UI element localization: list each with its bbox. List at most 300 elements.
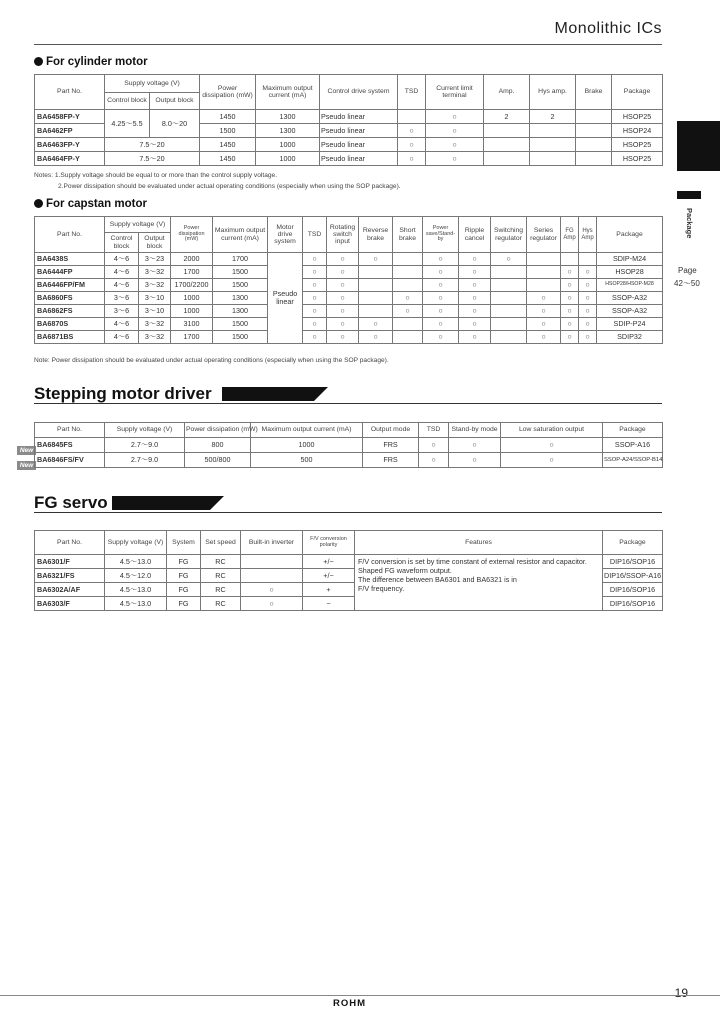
col-brake: Brake xyxy=(576,75,612,110)
col-part: Part No. xyxy=(35,531,105,555)
cell xyxy=(530,152,576,166)
cell: 4.5～13.0 xyxy=(105,597,167,611)
capstan-note: Note: Power dissipation should be evaluated under actual operating conditions (especially when using the SOP package). xyxy=(34,357,389,364)
cell xyxy=(359,279,393,292)
cell xyxy=(527,279,561,292)
col-system: Motor drive system xyxy=(268,217,303,253)
cell xyxy=(491,266,527,279)
cell xyxy=(527,253,561,266)
cell xyxy=(576,152,612,166)
col-features: Features xyxy=(355,531,603,555)
cell: ○ xyxy=(327,331,359,344)
col-output: Output block xyxy=(150,93,200,110)
cell: ○ xyxy=(527,331,561,344)
side-page-range: 42～50 xyxy=(674,279,700,288)
cell: − xyxy=(303,597,355,611)
cell: + xyxy=(303,583,355,597)
cell: ○ xyxy=(579,331,597,344)
cell: 500/800 xyxy=(185,453,251,468)
cell: 2000 xyxy=(171,253,213,266)
cell: ○ xyxy=(327,292,359,305)
col-mode: Output mode xyxy=(363,423,419,438)
cell: ○ xyxy=(561,292,579,305)
col-control: Control block xyxy=(105,233,139,253)
cell: DIP16/SOP16 xyxy=(603,597,663,611)
part-number: BA6463FP-Y xyxy=(35,138,105,152)
cell xyxy=(398,110,426,124)
cell xyxy=(491,305,527,318)
cell xyxy=(359,305,393,318)
table-row xyxy=(35,279,663,292)
cell: HSOP24 xyxy=(612,124,663,138)
cell: ○ xyxy=(459,305,491,318)
cylinder-note-1: Notes: 1.Supply voltage should be equal to or more than the control supply voltage. xyxy=(34,172,278,179)
cell: HSOP25 xyxy=(612,138,663,152)
cell: 1300 xyxy=(256,124,320,138)
cell xyxy=(393,253,423,266)
col-package: Package xyxy=(612,75,663,110)
part-number: BA6862FS xyxy=(35,305,105,318)
table-row xyxy=(35,555,663,569)
cell: 1700 xyxy=(171,331,213,344)
cell xyxy=(576,138,612,152)
page-number: 19 xyxy=(674,986,688,1000)
col-speed: Set speed xyxy=(201,531,241,555)
cell: 4～6 xyxy=(105,318,139,331)
cell: ○ xyxy=(579,305,597,318)
cell: 1450 xyxy=(200,110,256,124)
cell: 7.5～20 xyxy=(105,138,200,152)
cell: ○ xyxy=(327,253,359,266)
col-current: Maximum output current (mA) xyxy=(251,423,363,438)
cell: ○ xyxy=(459,318,491,331)
cell: ○ xyxy=(398,152,426,166)
cell xyxy=(576,110,612,124)
cell: 1500 xyxy=(213,266,268,279)
col-control: Control block xyxy=(105,93,150,110)
fg-table xyxy=(34,530,663,611)
cell: ○ xyxy=(327,305,359,318)
part-number: BA6870S xyxy=(35,318,105,331)
part-number: BA6446FP/FM xyxy=(35,279,105,292)
col-tsd: TSD xyxy=(303,217,327,253)
new-badge: New xyxy=(17,461,36,470)
cell xyxy=(359,266,393,279)
feature-line: F/V frequency. xyxy=(358,584,405,593)
cell: ○ xyxy=(426,110,484,124)
cell: ○ xyxy=(527,305,561,318)
cell: SSOP-A32 xyxy=(597,305,663,318)
cell: 1700 xyxy=(171,266,213,279)
cell xyxy=(241,555,303,569)
cell: SSOP-A16 xyxy=(603,438,663,453)
col-hys: Hys amp. xyxy=(530,75,576,110)
table-row xyxy=(35,152,663,166)
cell: 1500 xyxy=(213,318,268,331)
page-title: Monolithic ICs xyxy=(554,20,662,37)
col-part: Part No. xyxy=(35,75,105,110)
col-standby: Stand-by mode xyxy=(449,423,501,438)
table-row xyxy=(35,331,663,344)
cylinder-section-title xyxy=(34,56,148,68)
cell: 1300 xyxy=(213,292,268,305)
part-number: BA6860FS xyxy=(35,292,105,305)
col-package: Package xyxy=(597,217,663,253)
cell: +/− xyxy=(303,555,355,569)
cell: ○ xyxy=(459,253,491,266)
cell: DIP16/SOP16 xyxy=(603,583,663,597)
cell: 3～32 xyxy=(139,318,171,331)
cell xyxy=(576,124,612,138)
cell: ○ xyxy=(303,253,327,266)
col-series: Series regulator xyxy=(527,217,561,253)
table-row xyxy=(35,292,663,305)
cell: FG xyxy=(167,569,201,583)
cell: 3～32 xyxy=(139,331,171,344)
cell xyxy=(241,569,303,583)
cell: ○ xyxy=(303,318,327,331)
cell: ○ xyxy=(393,292,423,305)
header-rule xyxy=(34,44,662,45)
cell: SSOP-A24/SSOP-B14 xyxy=(603,453,663,468)
cell: ○ xyxy=(423,253,459,266)
cell: ○ xyxy=(579,279,597,292)
cell: 1500 xyxy=(213,279,268,292)
cell: ○ xyxy=(527,318,561,331)
cell: 3～32 xyxy=(139,266,171,279)
col-inverter: Built-in inverter xyxy=(241,531,303,555)
cell: ○ xyxy=(426,152,484,166)
cell: ○ xyxy=(449,453,501,468)
cell xyxy=(530,124,576,138)
cell: 500 xyxy=(251,453,363,468)
cell: SSOP-A32 xyxy=(597,292,663,305)
side-package-label: Package xyxy=(685,208,694,239)
cell: ○ xyxy=(419,453,449,468)
cell xyxy=(561,253,579,266)
cell: 1000 xyxy=(251,438,363,453)
cell: ○ xyxy=(423,292,459,305)
cell: ○ xyxy=(459,331,491,344)
col-switching: Switching regulator xyxy=(491,217,527,253)
cell: ○ xyxy=(423,266,459,279)
cell: ○ xyxy=(426,138,484,152)
cell: 4～6 xyxy=(105,279,139,292)
cell: RC xyxy=(201,597,241,611)
side-page-label: Page xyxy=(678,266,697,275)
cell: DIP16/SSOP-A16 xyxy=(603,569,663,583)
cell: ○ xyxy=(398,138,426,152)
cell xyxy=(527,266,561,279)
cylinder-table xyxy=(34,74,663,166)
cell: 3～23 xyxy=(139,253,171,266)
table-row xyxy=(35,318,663,331)
cell: FG xyxy=(167,583,201,597)
cell: SDIP-M24 xyxy=(597,253,663,266)
feature-line: The difference between BA6301 and BA6321 is in xyxy=(358,575,517,584)
cylinder-title-text: For cylinder motor xyxy=(46,56,148,68)
cell xyxy=(484,124,530,138)
cell: ○ xyxy=(579,292,597,305)
cell: ○ xyxy=(241,597,303,611)
cell xyxy=(491,318,527,331)
cell: DIP16/SOP16 xyxy=(603,555,663,569)
cell: SDIP32 xyxy=(597,331,663,344)
table-row xyxy=(35,266,663,279)
cell: 4.5～13.0 xyxy=(105,555,167,569)
side-index-marker xyxy=(677,191,701,199)
cell: ○ xyxy=(303,331,327,344)
cell: FRS xyxy=(363,438,419,453)
cell: HSOP25 xyxy=(612,110,663,124)
cell xyxy=(484,138,530,152)
table-row xyxy=(35,110,663,124)
cell: ○ xyxy=(561,331,579,344)
col-supply: Supply voltage (V) xyxy=(105,423,185,438)
cell: RC xyxy=(201,555,241,569)
cell xyxy=(393,279,423,292)
cell: ○ xyxy=(359,331,393,344)
cell: 2.7～9.0 xyxy=(105,453,185,468)
col-part: Part No. xyxy=(35,423,105,438)
col-fg: FG Amp xyxy=(561,217,579,253)
table-row xyxy=(35,138,663,152)
cell: ○ xyxy=(579,266,597,279)
cell: ○ xyxy=(327,318,359,331)
bullet-icon xyxy=(34,199,43,208)
cell: 1300 xyxy=(256,110,320,124)
part-number: BA6458FP-Y xyxy=(35,110,105,124)
cell: 1000 xyxy=(171,305,213,318)
cell xyxy=(393,331,423,344)
cell: RC xyxy=(201,569,241,583)
side-index-tab xyxy=(677,121,720,171)
cell: 4～6 xyxy=(105,266,139,279)
cell: ○ xyxy=(327,266,359,279)
col-package: Package xyxy=(603,531,663,555)
cell: ○ xyxy=(561,305,579,318)
brand-logo: ROHM xyxy=(333,998,367,1009)
cell: Pseudo linear xyxy=(320,124,398,138)
stepping-section-title: Stepping motor driver xyxy=(34,384,212,403)
cell: ○ xyxy=(303,305,327,318)
cell: RC xyxy=(201,583,241,597)
cell: 3～10 xyxy=(139,305,171,318)
part-number: BA6871BS xyxy=(35,331,105,344)
cell: 1700 xyxy=(213,253,268,266)
col-power: Power dissipation (mW) xyxy=(200,75,256,110)
cell: 4～6 xyxy=(105,253,139,266)
cell xyxy=(393,318,423,331)
cell: ○ xyxy=(359,253,393,266)
cell: 3100 xyxy=(171,318,213,331)
col-supply: Supply voltage (V) xyxy=(105,217,171,233)
col-rotating: Rotating switch input xyxy=(327,217,359,253)
cell: ○ xyxy=(423,279,459,292)
cell: Pseudo linear xyxy=(320,152,398,166)
col-output: Output block xyxy=(139,233,171,253)
cell: ○ xyxy=(393,305,423,318)
cell: 1500 xyxy=(213,331,268,344)
cell: ○ xyxy=(241,583,303,597)
cell: 7.5～20 xyxy=(105,152,200,166)
cell: 4～6 xyxy=(105,331,139,344)
stepping-table xyxy=(34,422,663,468)
col-control-system: Control drive system xyxy=(320,75,398,110)
cell: ○ xyxy=(501,453,603,468)
cell: 3～32 xyxy=(139,279,171,292)
new-badge: New xyxy=(17,446,36,455)
part-number: BA6845FS xyxy=(35,438,105,453)
part-number: BA6846FS/FV xyxy=(35,453,105,468)
col-supply: Supply voltage (V) xyxy=(105,75,200,93)
motor-drive-system: Pseudo linear xyxy=(268,253,303,344)
feature-line: F/V conversion is set by time constant of external resistor and capacitor. xyxy=(358,557,587,566)
cell: 1300 xyxy=(213,305,268,318)
col-current: Maximum output current (mA) xyxy=(213,217,268,253)
cell: ○ xyxy=(561,318,579,331)
cell: ○ xyxy=(459,279,491,292)
col-tsd: TSD xyxy=(419,423,449,438)
col-polarity: F/V conversion polarity xyxy=(303,531,355,555)
cell xyxy=(359,292,393,305)
cell: ○ xyxy=(449,438,501,453)
capstan-section-title xyxy=(34,198,147,210)
cell: 4.5～12.0 xyxy=(105,569,167,583)
col-ripple: Ripple cancel xyxy=(459,217,491,253)
cell: FRS xyxy=(363,453,419,468)
cell: 4.25～5.5 xyxy=(105,110,150,138)
part-number: BA6462FP xyxy=(35,124,105,138)
col-supply: Supply voltage (V) xyxy=(105,531,167,555)
table-row xyxy=(35,438,663,453)
features-cell xyxy=(355,555,603,611)
cell xyxy=(484,152,530,166)
cell: ○ xyxy=(459,266,491,279)
cell: ○ xyxy=(398,124,426,138)
fg-section-title: FG servo xyxy=(34,493,108,512)
cell: ○ xyxy=(423,305,459,318)
footer-rule xyxy=(0,995,720,996)
cell: 3～6 xyxy=(105,305,139,318)
cell: 4.5～13.0 xyxy=(105,583,167,597)
cell: ○ xyxy=(561,266,579,279)
col-amp: Amp. xyxy=(484,75,530,110)
cell: ○ xyxy=(491,253,527,266)
cell: ○ xyxy=(303,279,327,292)
feature-line: Shaped FG waveform output. xyxy=(358,566,452,575)
cell: ○ xyxy=(419,438,449,453)
col-short: Short brake xyxy=(393,217,423,253)
cell: 1450 xyxy=(200,138,256,152)
col-part: Part No. xyxy=(35,217,105,253)
cell: ○ xyxy=(327,279,359,292)
cell: 2.7～9.0 xyxy=(105,438,185,453)
capstan-title-text: For capstan motor xyxy=(46,198,147,210)
cell xyxy=(393,266,423,279)
cylinder-note-2: 2.Power dissipation should be evaluated under actual operating conditions (especially when using the SOP package). xyxy=(58,183,401,190)
part-number: BA6301/F xyxy=(35,555,105,569)
part-number: BA6302A/AF xyxy=(35,583,105,597)
table-row xyxy=(35,305,663,318)
part-number: BA6444FP xyxy=(35,266,105,279)
cell xyxy=(491,292,527,305)
cell: 2 xyxy=(484,110,530,124)
col-reverse: Reverse brake xyxy=(359,217,393,253)
cell: 1450 xyxy=(200,152,256,166)
table-row xyxy=(35,253,663,266)
cell: ○ xyxy=(459,292,491,305)
cell: 1500 xyxy=(200,124,256,138)
cell: 1700/2200 xyxy=(171,279,213,292)
col-current-limit: Current limit terminal xyxy=(426,75,484,110)
bullet-icon xyxy=(34,57,43,66)
section-title-bar xyxy=(112,496,210,510)
cell: SDIP-P24 xyxy=(597,318,663,331)
section-title-bar xyxy=(222,387,314,401)
cell: ○ xyxy=(359,318,393,331)
cell: ○ xyxy=(561,279,579,292)
col-package: Package xyxy=(603,423,663,438)
cell: HSOP25 xyxy=(612,152,663,166)
cell: 3～6 xyxy=(105,292,139,305)
cell: 800 xyxy=(185,438,251,453)
section-rule xyxy=(34,512,662,513)
cell: 8.0～20 xyxy=(150,110,200,138)
part-number: BA6438S xyxy=(35,253,105,266)
col-system: System xyxy=(167,531,201,555)
cell: HSOP28 xyxy=(597,266,663,279)
cell: ○ xyxy=(423,318,459,331)
cell: +/− xyxy=(303,569,355,583)
col-power: Power dissipation (mW) xyxy=(171,217,213,253)
cell: ○ xyxy=(423,331,459,344)
cell: ○ xyxy=(579,318,597,331)
capstan-table xyxy=(34,216,663,344)
cell: Pseudo linear xyxy=(320,110,398,124)
part-number: BA6321/FS xyxy=(35,569,105,583)
section-rule xyxy=(34,403,662,404)
cell: ○ xyxy=(303,266,327,279)
cell: ○ xyxy=(527,292,561,305)
col-current: Maximum output current (mA) xyxy=(256,75,320,110)
table-row xyxy=(35,453,663,468)
cell: 1000 xyxy=(256,138,320,152)
col-hys: Hys Amp xyxy=(579,217,597,253)
cell: 1000 xyxy=(171,292,213,305)
cell: HSOP28/HSOP-M28 xyxy=(597,279,663,292)
col-power-save: Power save/Stand-by xyxy=(423,217,459,253)
cell: FG xyxy=(167,555,201,569)
col-power: Power dissipation (mW) xyxy=(185,423,251,438)
cell xyxy=(579,253,597,266)
cell xyxy=(530,138,576,152)
cell: 1000 xyxy=(256,152,320,166)
cell: ○ xyxy=(501,438,603,453)
cell: Pseudo linear xyxy=(320,138,398,152)
col-lowsat: Low saturation output xyxy=(501,423,603,438)
cell: ○ xyxy=(303,292,327,305)
part-number: BA6303/F xyxy=(35,597,105,611)
cell xyxy=(491,279,527,292)
cell: 3～10 xyxy=(139,292,171,305)
part-number: BA6464FP-Y xyxy=(35,152,105,166)
cell: 2 xyxy=(530,110,576,124)
col-tsd: TSD xyxy=(398,75,426,110)
cell xyxy=(491,331,527,344)
cell: FG xyxy=(167,597,201,611)
cell: ○ xyxy=(426,124,484,138)
